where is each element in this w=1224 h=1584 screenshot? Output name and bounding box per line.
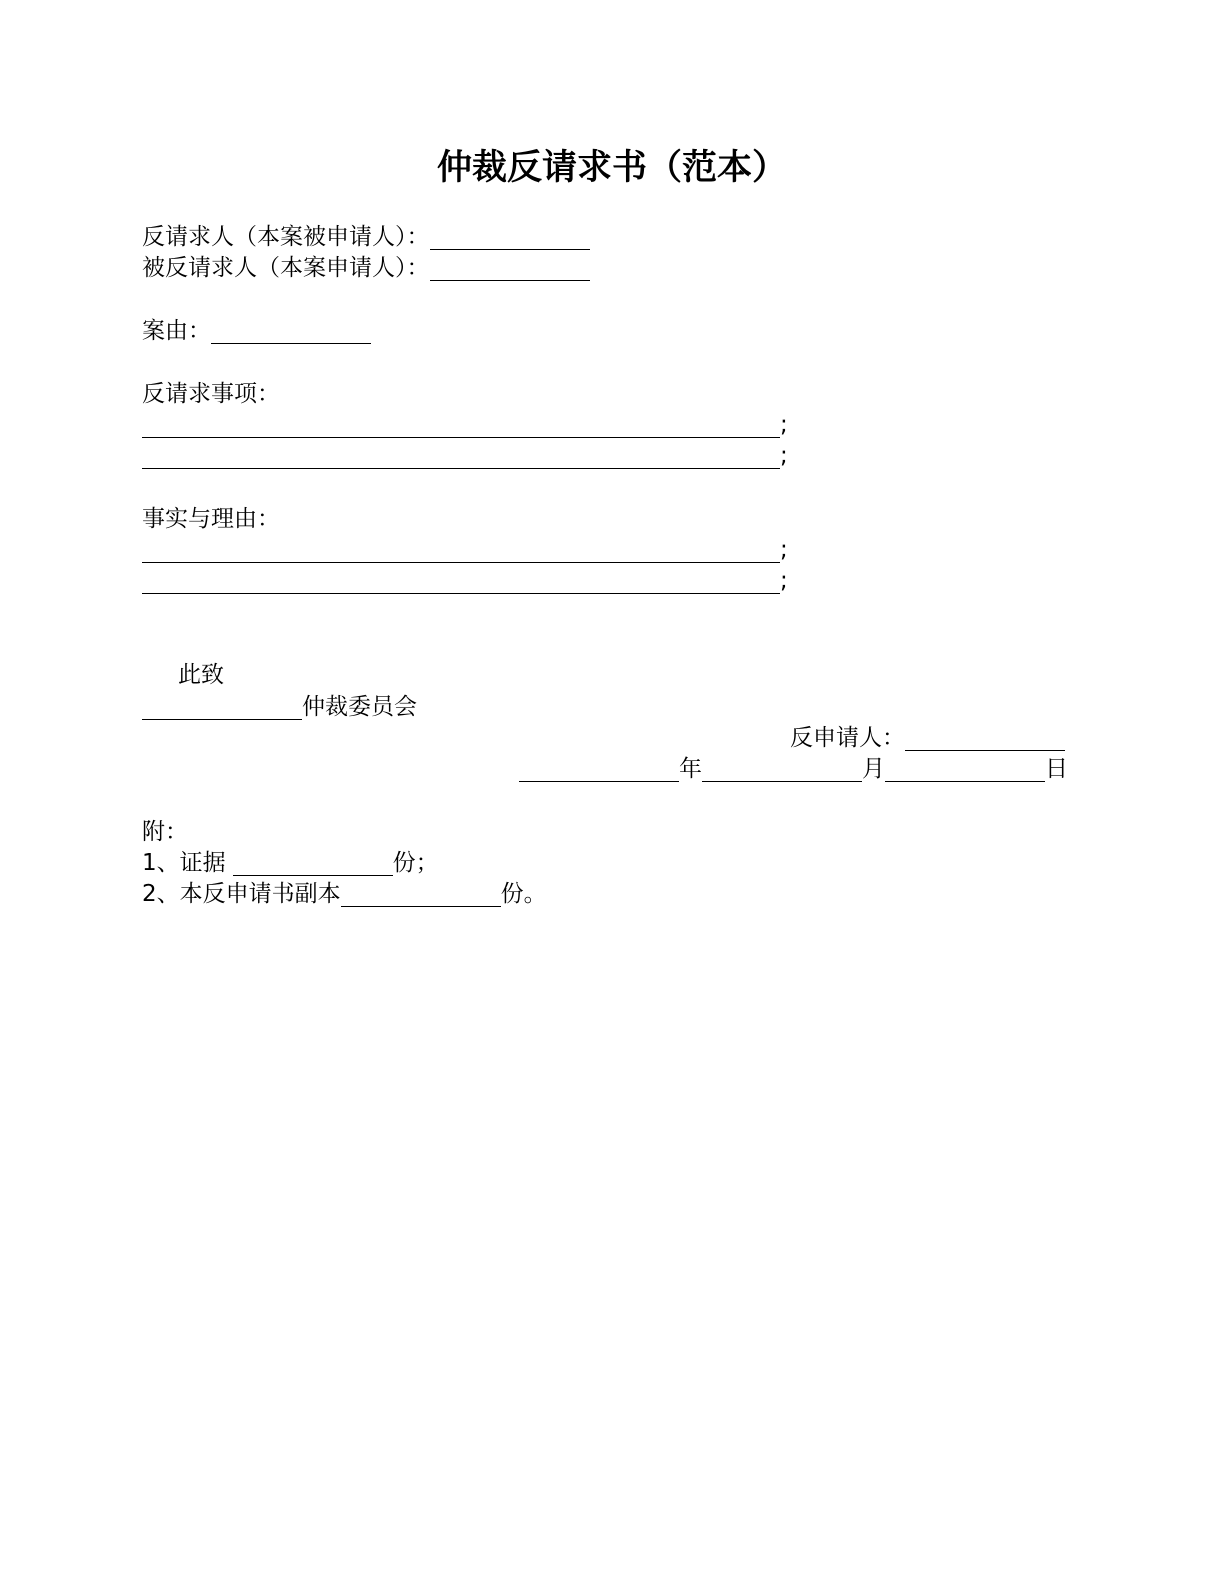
day-blank[interactable] <box>885 757 1045 782</box>
claim-line-1 <box>142 410 788 440</box>
committee-blank[interactable] <box>142 695 302 720</box>
committee-suffix: 仲裁委员会 <box>302 694 417 720</box>
cause-blank[interactable] <box>211 319 371 344</box>
applicant-blank[interactable] <box>905 726 1065 751</box>
counter-claimant-blank[interactable] <box>430 225 590 250</box>
counter-respondent-blank[interactable] <box>430 256 590 281</box>
attachments-heading: 附： <box>142 819 188 845</box>
claim-blank-1[interactable] <box>142 413 780 438</box>
counter-claimant-line <box>142 222 590 252</box>
attachment-1-suffix: 份； <box>392 850 439 876</box>
fact-blank-2[interactable] <box>142 569 780 594</box>
date-day: 日 <box>1045 756 1068 782</box>
counter-claimant-label: 反请求人（本案被申请人）： <box>142 224 430 250</box>
attachment-1-blank[interactable] <box>233 851 393 876</box>
applicant-label: 反申请人： <box>790 725 905 751</box>
date-year: 年 <box>679 756 702 782</box>
facts-heading: 事实与理由： <box>142 506 280 532</box>
attachment-1 <box>142 848 439 878</box>
attachment-1-prefix: 1、证据 <box>142 850 226 876</box>
counter-respondent-line <box>142 253 590 283</box>
fact-line-end-2: ; <box>780 568 788 594</box>
committee-line <box>142 692 417 722</box>
cause-label: 案由： <box>142 318 211 344</box>
fact-blank-1[interactable] <box>142 538 780 563</box>
attachment-2-prefix: 2、本反申请书副本 <box>142 881 341 907</box>
counter-respondent-label: 被反请求人（本案申请人）： <box>142 255 430 281</box>
applicant-line <box>790 723 1065 753</box>
claim-line-end-1: ; <box>780 412 788 438</box>
attachment-2-suffix: 份。 <box>500 881 547 907</box>
attachment-2-blank[interactable] <box>341 882 501 907</box>
date-month: 月 <box>862 756 885 782</box>
document-title: 仲裁反请求书（范本） <box>436 148 787 188</box>
claim-line-2 <box>142 441 788 471</box>
salutation: 此致 <box>178 662 224 688</box>
claims-heading: 反请求事项： <box>142 381 280 407</box>
date-line <box>519 754 1068 784</box>
fact-line-end-1: ; <box>780 537 788 563</box>
cause-line <box>142 316 371 346</box>
claim-line-end-2: ; <box>780 443 788 469</box>
fact-line-1 <box>142 535 788 565</box>
fact-line-2 <box>142 566 788 596</box>
year-blank[interactable] <box>519 757 679 782</box>
claim-blank-2[interactable] <box>142 444 780 469</box>
attachment-2 <box>142 879 547 909</box>
month-blank[interactable] <box>702 757 862 782</box>
